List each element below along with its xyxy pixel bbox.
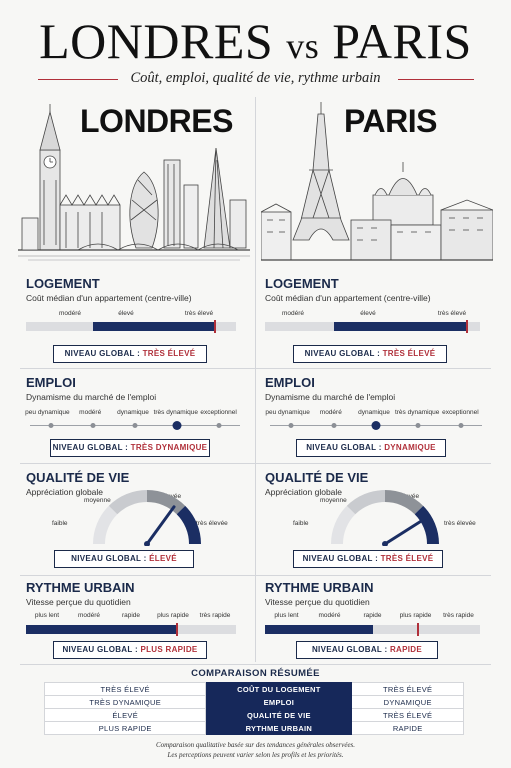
london-pace-scale-label: modéré bbox=[77, 612, 101, 619]
paris-pace-scale-label: rapide bbox=[363, 612, 382, 619]
paris-housing-badge bbox=[293, 345, 447, 363]
badge-value: ÉLEVÉ bbox=[149, 554, 177, 563]
comparison-row bbox=[45, 683, 464, 696]
badge-value: TRÈS DYNAMIQUE bbox=[130, 443, 208, 452]
london-pace-scale-label: plus rapide bbox=[157, 612, 189, 619]
paris-quality-title: QUALITÉ DE VIE bbox=[265, 470, 369, 485]
section-divider bbox=[20, 664, 491, 665]
paris-housing-scale-label: modéré bbox=[281, 310, 305, 317]
paris-jobs-badge bbox=[296, 439, 446, 457]
criterion-cell: EMPLOI bbox=[206, 696, 352, 709]
gauge-needle bbox=[147, 507, 174, 544]
paris-pace-scale-label: plus lent bbox=[274, 612, 299, 619]
badge-value: TRÈS ÉLEVÉ bbox=[380, 554, 434, 563]
selected-level-dot bbox=[173, 421, 182, 430]
london-value-cell: PLUS RAPIDE bbox=[45, 722, 206, 735]
paris-jobs-scale-label: peu dynamique bbox=[265, 409, 310, 416]
eiffel-tower-icon bbox=[293, 102, 349, 240]
london-quality-badge bbox=[54, 550, 194, 568]
badge-value: DYNAMIQUE bbox=[384, 443, 436, 452]
london-pace-subtitle: Vitesse perçue du quotidien bbox=[26, 597, 131, 607]
gauge-segment bbox=[181, 510, 195, 544]
badge-label: NIVEAU GLOBAL : bbox=[306, 443, 382, 452]
london-pace-bar bbox=[26, 625, 236, 634]
london-jobs-scale-label: peu dynamique bbox=[25, 409, 70, 416]
level-dot bbox=[458, 423, 463, 428]
badge-value: PLUS RAPIDE bbox=[140, 645, 198, 654]
page-subtitle: Coût, emploi, qualité de vie, rythme urbain bbox=[130, 70, 381, 86]
london-housing-marker bbox=[214, 320, 216, 333]
paris-value-cell: TRÈS ÉLEVÉ bbox=[352, 709, 464, 722]
paris-jobs-scale-label: dynamique bbox=[358, 409, 390, 416]
paris-quality-subtitle: Appréciation globale bbox=[265, 487, 343, 497]
big-ben-icon bbox=[40, 104, 60, 250]
london-pace-title: RYTHME URBAIN bbox=[26, 580, 135, 595]
page-title bbox=[0, 14, 511, 73]
gauge-segment bbox=[147, 496, 181, 510]
london-pace-marker bbox=[176, 623, 178, 636]
paris-pace-title: RYTHME URBAIN bbox=[265, 580, 374, 595]
city-name-paris: PARIS bbox=[344, 103, 437, 139]
paris-housing-marker bbox=[466, 320, 468, 333]
paris-pace-marker bbox=[417, 623, 419, 636]
paris-jobs-scale-label: exceptionnel bbox=[442, 409, 479, 416]
london-housing-bar bbox=[26, 322, 236, 331]
paris-quality-scale-label: très élevée bbox=[444, 520, 476, 527]
london-pace-bar-fill bbox=[26, 625, 177, 634]
london-housing-badge bbox=[53, 345, 207, 363]
paris-quality-scale-label: faible bbox=[293, 520, 309, 527]
paris-housing-bar bbox=[265, 322, 480, 331]
comparison-row bbox=[45, 722, 464, 735]
paris-quality-scale-label: moyenne bbox=[320, 497, 347, 504]
paris-pace-scale-label: très rapide bbox=[443, 612, 474, 619]
paris-pace-badge bbox=[296, 641, 438, 659]
badge-label: NIVEAU GLOBAL : bbox=[71, 554, 147, 563]
title-paris: PARIS bbox=[332, 13, 472, 69]
gauge-segment bbox=[419, 510, 433, 544]
london-housing-scale-label: modéré bbox=[58, 310, 82, 317]
column-divider bbox=[255, 97, 256, 662]
title-london: LONDRES bbox=[39, 13, 274, 69]
london-pace-scale-label: rapide bbox=[121, 612, 141, 619]
badge-value: TRÈS ÉLEVÉ bbox=[382, 349, 436, 358]
london-housing-bar-fill bbox=[93, 322, 215, 331]
london-value-cell: ÉLEVÉ bbox=[45, 709, 206, 722]
badge-label: NIVEAU GLOBAL : bbox=[304, 349, 381, 358]
paris-jobs-scale bbox=[270, 425, 482, 426]
london-jobs-scale bbox=[30, 425, 240, 426]
badge-label: NIVEAU GLOBAL : bbox=[302, 554, 379, 563]
paris-quality-scale-label: élevée bbox=[400, 493, 420, 500]
london-jobs-title: EMPLOI bbox=[26, 375, 76, 390]
gauge-segment bbox=[385, 496, 419, 510]
paris-jobs-title: EMPLOI bbox=[265, 375, 315, 390]
city-name-london: LONDRES bbox=[80, 103, 233, 139]
london-housing-title: LOGEMENT bbox=[26, 276, 100, 291]
title-vs: vs bbox=[286, 26, 320, 66]
london-quality-scale-label: élevée bbox=[162, 493, 182, 500]
gauge-segment bbox=[113, 496, 147, 510]
london-jobs-subtitle: Dynamisme du marché de l'emploi bbox=[26, 392, 157, 402]
london-quality-scale-label: faible bbox=[52, 520, 68, 527]
badge-label: NIVEAU GLOBAL : bbox=[52, 443, 129, 452]
badge-value: TRÈS ÉLEVÉ bbox=[142, 349, 196, 358]
paris-housing-title: LOGEMENT bbox=[265, 276, 339, 291]
gauge-needle bbox=[385, 519, 424, 544]
level-dot bbox=[331, 423, 336, 428]
london-jobs-scale-label: dynamique bbox=[117, 409, 149, 416]
comparison-row bbox=[45, 696, 464, 709]
london-jobs-badge bbox=[50, 439, 210, 457]
london-quality-scale-label: très élevée bbox=[196, 520, 228, 527]
paris-value-cell: DYNAMIQUE bbox=[352, 696, 464, 709]
level-dot bbox=[91, 423, 96, 428]
badge-label: NIVEAU GLOBAL : bbox=[311, 645, 388, 654]
paris-jobs-scale-label: très dynamique bbox=[394, 409, 440, 416]
section-divider bbox=[20, 463, 491, 464]
section-divider bbox=[20, 575, 491, 576]
badge-label: NIVEAU GLOBAL : bbox=[62, 645, 138, 654]
london-quality-title: QUALITÉ DE VIE bbox=[26, 470, 130, 485]
paris-pace-subtitle: Vitesse perçue du quotidien bbox=[265, 597, 370, 607]
comparison-note-line2: Les perceptions peuvent varier selon les profils et les priorités. bbox=[167, 751, 344, 759]
comparison-row bbox=[45, 709, 464, 722]
london-pace-scale-label: plus lent bbox=[34, 612, 60, 619]
criterion-cell: COÛT DU LOGEMENT bbox=[206, 683, 352, 696]
london-quality-subtitle: Appréciation globale bbox=[26, 487, 104, 497]
level-dot bbox=[49, 423, 54, 428]
london-jobs-scale-label: exceptionnel bbox=[200, 409, 237, 416]
paris-value-cell: RAPIDE bbox=[352, 722, 464, 735]
gauge-segment bbox=[337, 510, 351, 544]
london-quality-scale-label: moyenne bbox=[84, 497, 111, 504]
paris-housing-scale-label: très élevé bbox=[437, 310, 467, 317]
level-dot bbox=[289, 423, 294, 428]
london-value-cell: TRÈS ÉLEVÉ bbox=[45, 683, 206, 696]
london-pace-badge bbox=[53, 641, 207, 659]
comparison-table bbox=[44, 682, 464, 735]
section-divider bbox=[20, 368, 491, 369]
london-value-cell: TRÈS DYNAMIQUE bbox=[45, 696, 206, 709]
london-housing-subtitle: Coût médian d'un appartement (centre-ville) bbox=[26, 293, 192, 303]
paris-housing-subtitle: Coût médian d'un appartement (centre-ville) bbox=[265, 293, 431, 303]
london-jobs-scale-label: modéré bbox=[79, 409, 102, 416]
criterion-cell: RYTHME URBAIN bbox=[206, 722, 352, 735]
level-dot bbox=[133, 423, 138, 428]
paris-pace-bar-fill bbox=[265, 625, 373, 634]
gauge-segment bbox=[99, 510, 113, 544]
sacre-coeur-icon bbox=[373, 162, 433, 225]
badge-label: NIVEAU GLOBAL : bbox=[64, 349, 141, 358]
paris-pace-scale-label: plus rapide bbox=[399, 612, 432, 619]
comparison-note-line1: Comparaison qualitative basée sur des tendances générales observées. bbox=[155, 741, 356, 749]
paris-housing-bar-fill bbox=[334, 322, 467, 331]
paris-jobs-scale-label: modéré bbox=[319, 409, 342, 416]
paris-value-cell: TRÈS ÉLEVÉ bbox=[352, 683, 464, 696]
paris-quality-badge bbox=[293, 550, 443, 568]
london-quality-gauge bbox=[62, 486, 232, 546]
paris-jobs-subtitle: Dynamisme du marché de l'emploi bbox=[265, 392, 396, 402]
london-pace-scale-label: très rapide bbox=[199, 612, 231, 619]
comparison-title: COMPARAISON RÉSUMÉE bbox=[191, 668, 320, 679]
gauge-segment bbox=[351, 496, 385, 510]
level-dot bbox=[217, 423, 222, 428]
selected-level-dot bbox=[372, 421, 381, 430]
criterion-cell: QUALITÉ DE VIE bbox=[206, 709, 352, 722]
level-dot bbox=[416, 423, 421, 428]
paris-housing-scale-label: élevé bbox=[360, 310, 376, 317]
paris-quality-gauge bbox=[300, 486, 470, 546]
paris-pace-scale-label: modéré bbox=[318, 612, 341, 619]
london-housing-scale-label: très élevé bbox=[184, 310, 214, 317]
london-housing-scale-label: élevé bbox=[118, 310, 134, 317]
london-jobs-scale-label: très dynamique bbox=[153, 409, 199, 416]
badge-value: RAPIDE bbox=[389, 645, 423, 654]
paris-pace-bar bbox=[265, 625, 480, 634]
